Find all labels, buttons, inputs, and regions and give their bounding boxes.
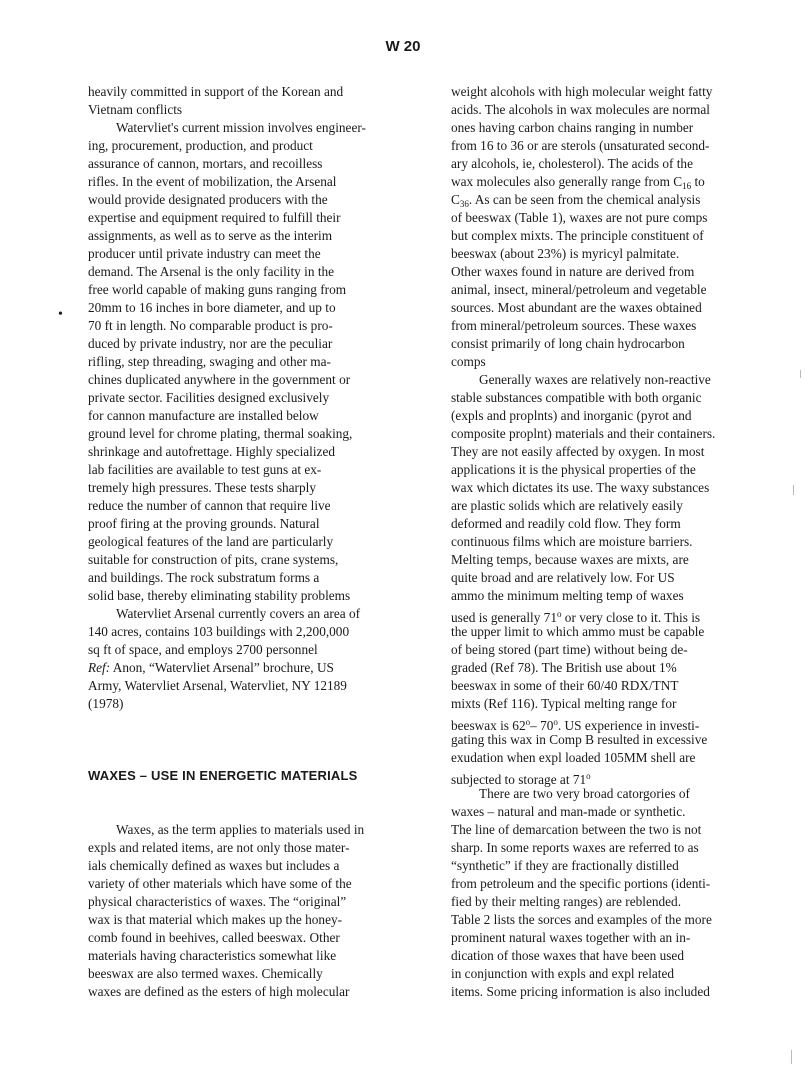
blank-line — [88, 785, 403, 803]
text-line: fied by their melting ranges) are reblended. — [451, 894, 682, 909]
text-line: suitable for construction of pits, crane systems, — [88, 552, 339, 567]
text-line: of beeswax (Table 1), waxes are not pure comps — [451, 210, 708, 225]
text-line: proof firing at the proving grounds. Natural — [88, 516, 320, 531]
blank-line — [88, 731, 403, 749]
text-line: continuous films which are moisture barriers. — [451, 534, 693, 549]
text-line: shrinkage and autofrettage. Highly specialized — [88, 444, 336, 459]
text-line: waxes are defined as the esters of high molecular — [88, 984, 350, 999]
text-line: assignments, as well as to serve as the interim — [88, 228, 333, 243]
blank-line — [88, 803, 403, 821]
margin-tick — [793, 485, 794, 495]
text-line: heavily committed in support of the Korean and — [88, 84, 344, 99]
text-line: ones having carbon chains ranging in number — [451, 120, 694, 135]
text-line: the upper limit to which ammo must be capable — [451, 624, 705, 639]
text-line: of being stored (part time) without being de- — [451, 642, 688, 657]
text-line: ary alcohols, ie, cholesterol). The acids of the — [451, 156, 693, 171]
text-line: gating this wax in Comp B resulted in excessive — [451, 732, 708, 747]
text-line: ammo the minimum melting temp of waxes — [451, 588, 684, 603]
margin-mark: • — [58, 307, 63, 322]
text-line: Table 2 lists the sorces and examples of the more — [451, 912, 712, 927]
text-line: ing, procurement, production, and product — [88, 138, 313, 153]
text-line: reduce the number of cannon that require live — [88, 498, 331, 513]
text-line: lab facilities are available to test guns at ex- — [88, 462, 322, 477]
degree-mark: o — [525, 717, 531, 727]
text-line: are plastic solids which are relatively easily — [451, 498, 683, 513]
text-line: tremely high pressures. These tests sharply — [88, 480, 316, 495]
text-line: beeswax are also termed waxes. Chemically — [88, 966, 323, 981]
text-line: Other waxes found in nature are derived from — [451, 264, 695, 279]
text-line: graded (Ref 78). The British use about 1% — [451, 660, 677, 675]
text-line: ials chemically defined as waxes but includes a — [88, 858, 340, 873]
text-line: animal, insect, mineral/petroleum and vegetable — [451, 282, 707, 297]
text-line: applications it is the physical properties of the — [451, 462, 696, 477]
text-line: items. Some pricing information is also included — [451, 984, 710, 999]
text-line: Vietnam conflicts — [88, 102, 183, 117]
text-line: beeswax is 62$^o$– 70$^o$. US experience in investi- — [451, 717, 700, 733]
text-line: mixts (Ref 116). Typical melting range for — [451, 696, 677, 711]
text-line: sharp. In some reports waxes are referred to as — [451, 840, 699, 855]
text-line: composite proplnt) materials and their containers. — [451, 426, 716, 441]
text-line: sq ft of space, and employs 2700 personnel — [88, 642, 318, 657]
text-line: (1978) — [88, 696, 124, 711]
text-line: acids. The alcohols in wax molecules are normal — [451, 102, 710, 117]
text-line: private sector. Facilities designed exclusively — [88, 390, 330, 405]
text-line: would provide designated producers with the — [88, 192, 328, 207]
text-line: producer until private industry can meet the — [88, 246, 321, 261]
text-line: but complex mixts. The principle constituent of — [451, 228, 704, 243]
text-line: waxes – natural and man-made or synthetic. — [451, 804, 686, 819]
text-line: $C_{36}$. As can be seen from the chemical analysis — [451, 192, 701, 209]
text-line: rifles. In the event of mobilization, the Arsenal — [88, 174, 337, 189]
text-line: free world capable of making guns ranging from — [88, 282, 347, 297]
text-line: chines duplicated anywhere in the government or — [88, 372, 351, 387]
text-line: The line of demarcation between the two is not — [451, 822, 702, 837]
text-line: 20mm to 16 inches in bore diameter, and up to — [88, 300, 336, 315]
text-line: Generally waxes are relatively non-reactive — [479, 372, 711, 387]
text-line: comps — [451, 354, 486, 369]
text-line: from 16 to 36 or are sterols (unsaturated second- — [451, 138, 710, 153]
text-line: materials having characteristics somewhat like — [88, 948, 337, 963]
left-column — [88, 83, 403, 1001]
text-line: from petroleum and the specific portions (identi- — [451, 876, 711, 891]
text-line: quite broad and are relatively low. For US — [451, 570, 675, 585]
text-line: sources. Most abundant are the waxes obtained — [451, 300, 702, 315]
text-line: weight alcohols with high molecular weight fatty — [451, 84, 713, 99]
degree-mark: o — [586, 771, 591, 781]
text-line: duced by private industry, nor are the peculiar — [88, 336, 333, 351]
text-line: They are not easily affected by oxygen. In most — [451, 444, 705, 459]
text-line: wax molecules also generally range from $C_{16}$ to — [451, 174, 705, 191]
text-line: solid base, thereby eliminating stability problems — [88, 588, 351, 603]
text-line: assurance of cannon, mortars, and recoilless — [88, 156, 323, 171]
text-line: dication of those waxes that have been used — [451, 948, 684, 963]
text-line: demand. The Arsenal is the only facility in the — [88, 264, 335, 279]
text-line: 140 acres, contains 103 buildings with 2,200,000 — [88, 624, 350, 639]
text-line: consist primarily of long chain hydrocarbon — [451, 336, 685, 351]
text-line: Watervliet's current mission involves engineer- — [116, 120, 366, 135]
section-heading: WAXES – USE IN ENERGETIC MATERIALS — [88, 768, 358, 783]
text-line: wax is that material which makes up the honey- — [88, 912, 343, 927]
blank-line — [88, 749, 403, 767]
text-line: There are two very broad catorgories of — [479, 786, 690, 801]
text-line: expls and related items, are not only those mater- — [88, 840, 350, 855]
subscript: 36 — [459, 199, 469, 209]
text-line: exudation when expl loaded 105MM shell are — [451, 750, 696, 765]
degree-mark: o — [553, 717, 558, 727]
text-line: variety of other materials which have some of the — [88, 876, 352, 891]
degree-mark: o — [556, 609, 562, 619]
text-line: rifling, step threading, swaging and other ma- — [88, 354, 331, 369]
page-number: W 20 — [385, 38, 421, 55]
text-line: prominent natural waxes together with an in- — [451, 930, 691, 945]
text-line: beeswax in some of their 60/40 RDX/TNT — [451, 678, 679, 693]
text-line: expertise and equipment required to fulfill their — [88, 210, 341, 225]
right-column — [451, 83, 771, 1001]
text-line: used is generally 71$^o$ or very close to it. This is — [451, 609, 701, 625]
text-line: Army, Watervliet Arsenal, Watervliet, NY 12189 — [88, 678, 347, 693]
text-line: for cannon manufacture are installed below — [88, 408, 319, 423]
text-line: subjected to storage at 71$^o$ — [451, 771, 591, 787]
text-line: geological features of the land are particularly — [88, 534, 334, 549]
text-line: and buildings. The rock substratum forms a — [88, 570, 320, 585]
text-line: in conjunction with expls and expl related — [451, 966, 675, 981]
text-line: deformed and readily cold flow. They form — [451, 516, 681, 531]
text-line: stable substances compatible with both organic — [451, 390, 702, 405]
text-line: 70 ft in length. No comparable product is pro- — [88, 318, 333, 333]
text-line: Watervliet Arsenal currently covers an area of — [116, 606, 361, 621]
text-line: Waxes, as the term applies to materials used in — [116, 822, 365, 837]
margin-tick — [800, 370, 801, 378]
text-line: wax which dictates its use. The waxy substances — [451, 480, 710, 495]
text-line: Ref: Anon, “Watervliet Arsenal” brochure, US — [88, 660, 334, 675]
text-line: from mineral/petroleum sources. These waxes — [451, 318, 697, 333]
text-line: ground level for chrome plating, thermal soaking, — [88, 426, 353, 441]
text-line: physical characteristics of waxes. The “original” — [88, 894, 347, 909]
margin-tick — [791, 1050, 792, 1064]
subscript: 16 — [682, 181, 692, 191]
text-line: “synthetic” if they are fractionally distilled — [451, 858, 679, 873]
blank-line — [88, 713, 403, 731]
text-line: beeswax (about 23%) is myricyl palmitate. — [451, 246, 680, 261]
reference-label: Ref: — [88, 660, 111, 675]
text-line: comb found in beehives, called beeswax. Other — [88, 930, 340, 945]
text-line: (expls and proplnts) and inorganic (pyrot and — [451, 408, 692, 423]
text-line: Melting temps, because waxes are mixts, are — [451, 552, 689, 567]
